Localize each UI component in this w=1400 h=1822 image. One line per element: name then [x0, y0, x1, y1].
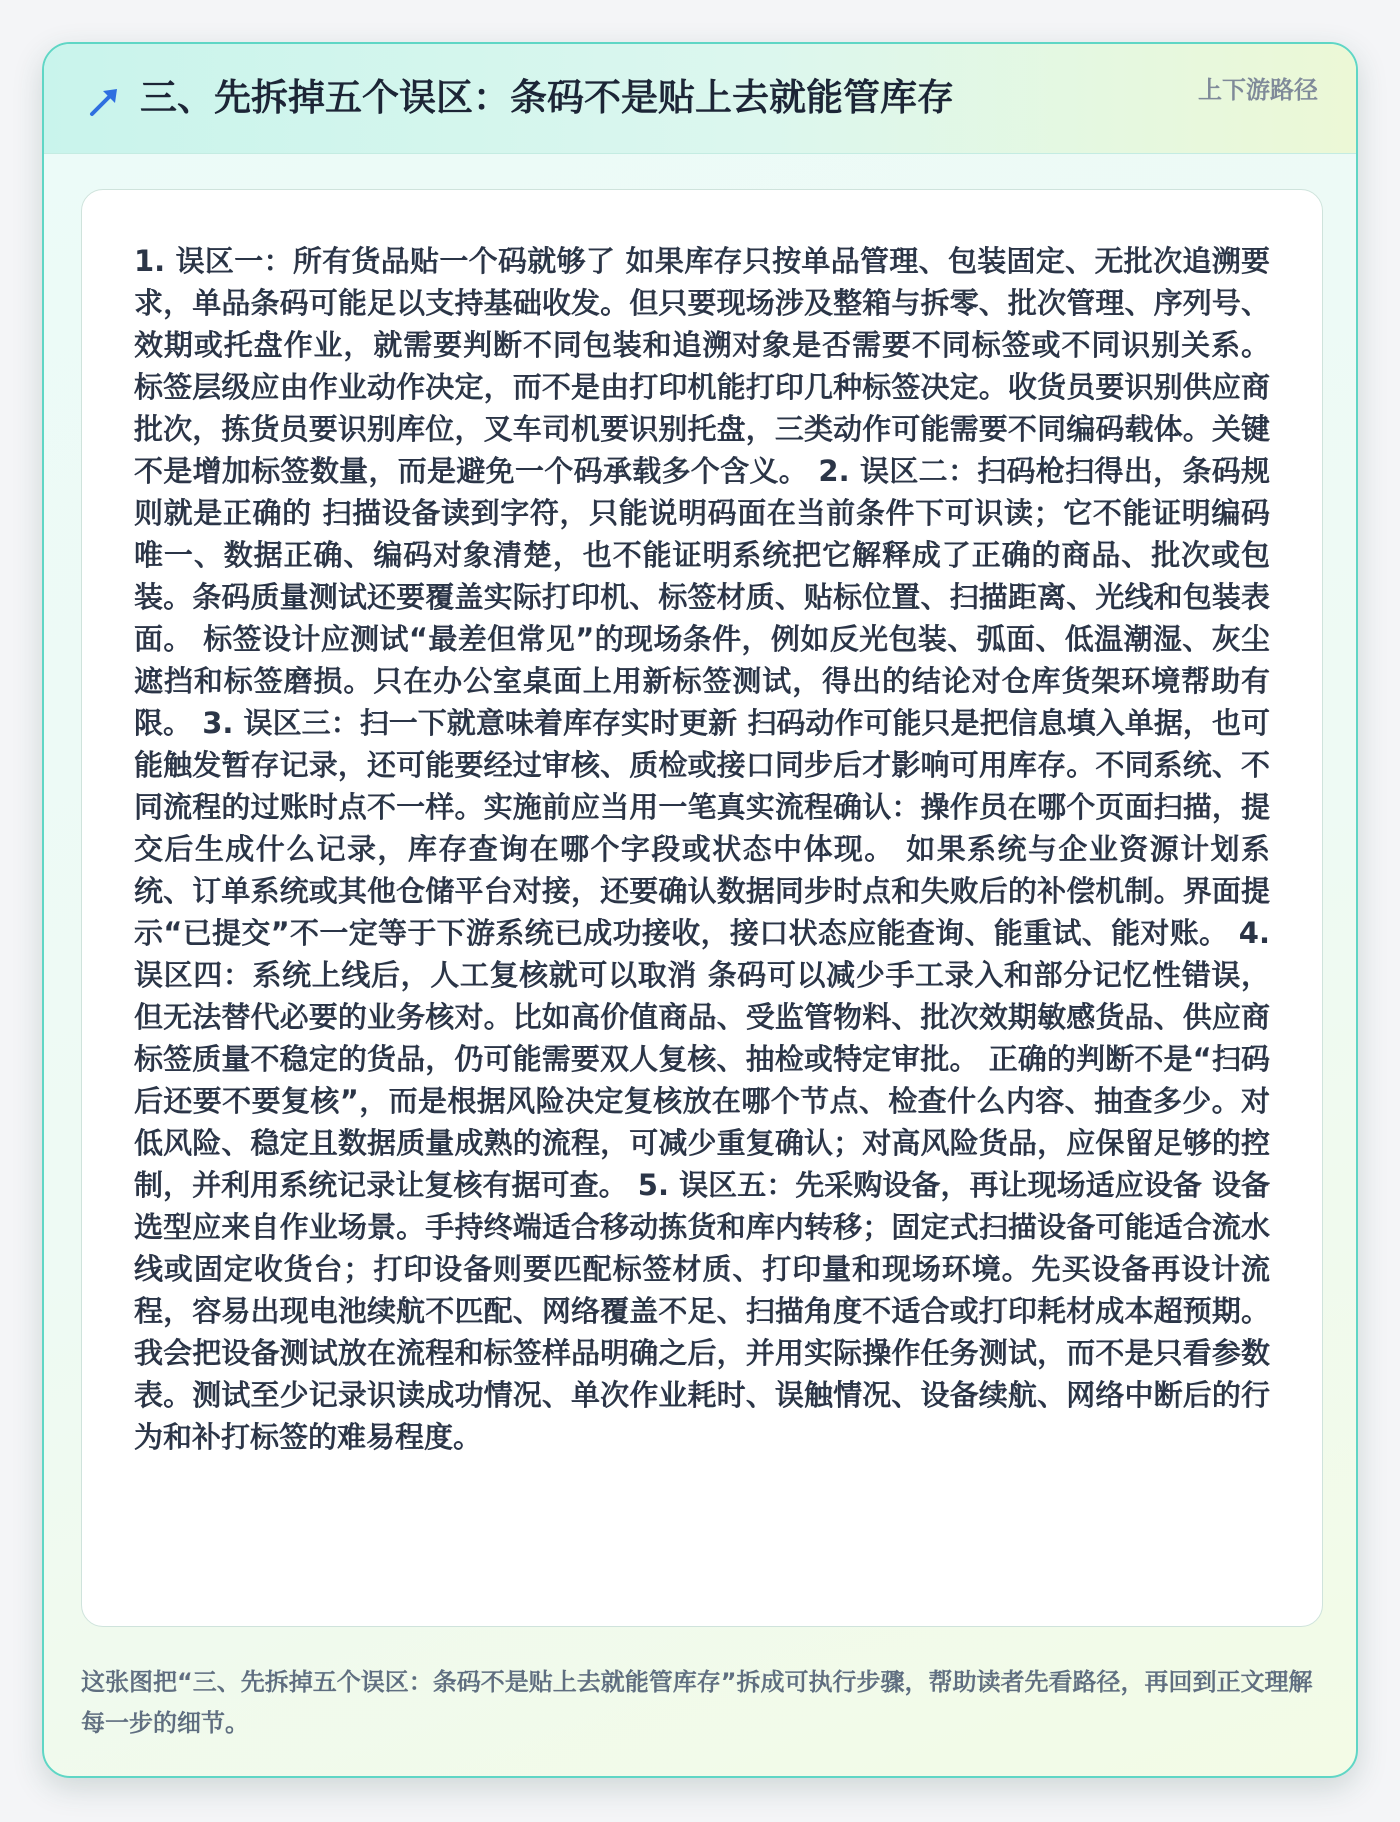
section-title: 三、先拆掉五个误区：条码不是贴上去就能管库存 — [140, 76, 954, 119]
body-text: 1. 误区一：所有货品贴一个码就够了 如果库存只按单品管理、包装固定、无批次追溯要求，单品条码可能足以支持基础收发。但只要现场涉及整箱与拆零、批次管理、序列号、效期或托盘作业，就需要判断不同包装和追溯对象是否需要不同标签或不同识别关系。 标签层级应由作业动作决定，而不是由打印机能打印几种标签决定。收货员要识别供应商批次，拣货员要识别库位，叉车司机要识别托盘，三类动作可能需要不同编码载体。关键不是增加标签数量，而是避免一个码承载多个含义。 2. 误区二：扫码枪扫得出，条码规则就是正确的 扫描设备读到字符，只能说明码面在当前条件下可识读；它不能证明编码唯一、数据正确、编码对象清楚，也不能证明系统把它解释成了正确的商品、批次或包装。条码质量测试还要覆盖实际打印机、标签材质、贴标位置、扫描距离、光线和包装表面。 标签设计应测试“最差但常见”的现场条件，例如反光包装、弧面、低温潮湿、灰尘遮挡和标签磨损。只在办公室桌面上用新标签测试，得出的结论对仓库货架环境帮助有限。 3. 误区三：扫一下就意味着库存实时更新 扫码动作可能只是把信息填入单据，也可能触发暂存记录，还可能要经过审核、质检或接口同步后才影响可用库存。不同系统、不同流程的过账时点不一样。实施前应当用一笔真实流程确认：操作员在哪个页面扫描，提交后生成什么记录，库存查询在哪个字段或状态中体现。 如果系统与企业资源计划系统、订单系统或其他仓储平台对接，还要确认数据同步时点和失败后的补偿机制。界面提示“已提交”不一定等于下游系统已成功接收，接口状态应能查询、能重试、能对账。 4. 误区四：系统上线后，人工复核就可以取消 条码可以减少手工录入和部分记忆性错误，但无法替代必要的业务核对。比如高价值商品、受监管物料、批次效期敏感货品、供应商标签质量不稳定的货品，仍可能需要双人复核、抽检或特定审批。 正确的判断不是“扫码后还要不要复核”，而是根据风险决定复核放在哪个节点、检查什么内容、抽查多少。对低风险、稳定且数据质量成熟的流程，可减少重复确认；对高风险货品，应保留足够的控制，并利用系统记录让复核有据可查。 5. 误区五：先采购设备，再让现场适应设备 设备选型应来自作业场景。手持终端适合移动拣货和库内转移；固定式扫描设备可能适合流水线或固定收货台；打印设备则要匹配标签材质、打印量和现场环境。先买设备再设计流程，容易出现电池续航不匹配、网络覆盖不足、扫描角度不适合或打印耗材成本超预期。 我会把设备测试放在流程和标签样品明确之后，并用实际操作任务测试，而不是只看参数表。测试至少记录识读成功情况、单次作业耗时、误触情况、设备续航、网络中断后的行为和补打标签的难易程度。 — [134, 244, 1270, 1454]
card-header — [44, 44, 1356, 154]
figure-caption: 这张图把“三、先拆掉五个误区：条码不是贴上去就能管库存”拆成可执行步骤，帮助读者先看路径，再回到正文理解每一步的细节。 — [81, 1668, 1313, 1737]
content-panel — [81, 189, 1323, 1627]
section-card — [42, 42, 1358, 1778]
arrow-up-right-icon — [84, 72, 124, 124]
path-tag: 上下游路径 — [1198, 76, 1318, 104]
